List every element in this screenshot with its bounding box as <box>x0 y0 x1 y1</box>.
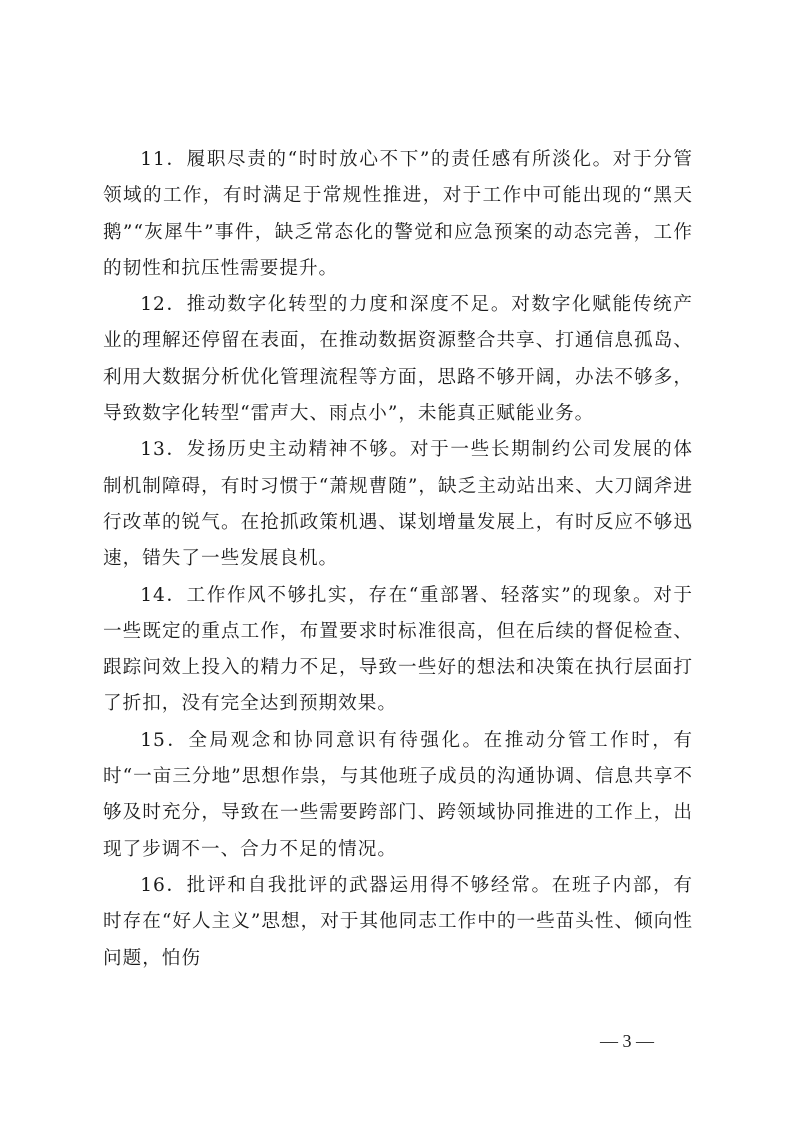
paragraph-11: 11．履职尽责的“时时放心不下”的责任感有所淡化。对于分管领域的工作，有时满足于常规性推进，对于工作中可能出现的“黑天鹅”“灰犀牛”事件，缺乏常态化的警觉和应急预案的动态完善，工作的韧性和抗压性需要提升。 <box>103 149 693 279</box>
paragraph-14: 14．工作作风不够扎实，存在“重部署、轻落实”的现象。对于一些既定的重点工作，布置要求时标准很高，但在后续的督促检查、跟踪问效上投入的精力不足，导致一些好的想法和决策在执行层面打了折扣，没有完全达到预期效果。 <box>103 584 693 715</box>
paragraph-15: 15．全局观念和协同意识有待强化。在推动分管工作时，有时“一亩三分地”思想作祟，与其他班子成员的沟通协调、信息共享不够及时充分，导致在一些需要跨部门、跨领域协同推进的工作上，出现了步调不一、合力不足的情况。 <box>103 729 693 860</box>
document-body <box>103 142 693 977</box>
paragraph-13: 13．发扬历史主动精神不够。对于一些长期制约公司发展的体制机制障碍，有时习惯于“萧规曹随”，缺乏主动站出来、大刀阔斧进行改革的锐气。在抢抓政策机遇、谋划增量发展上，有时反应不够迅速，错失了一些发展良机。 <box>103 439 693 570</box>
paragraph-12: 12．推动数字化转型的力度和深度不足。对数字化赋能传统产业的理解还停留在表面，在推动数据资源整合共享、打通信息孤岛、利用大数据分析优化管理流程等方面，思路不够开阔，办法不够多，导致数字化转型“雷声大、雨点小”，未能真正赋能业务。 <box>103 294 693 425</box>
page-number: — 3 — <box>600 1031 654 1051</box>
paragraph-16: 16．批评和自我批评的武器运用得不够经常。在班子内部，有时存在“好人主义”思想，对于其他同志工作中的一些苗头性、倾向性问题，怕伤 <box>103 874 693 969</box>
